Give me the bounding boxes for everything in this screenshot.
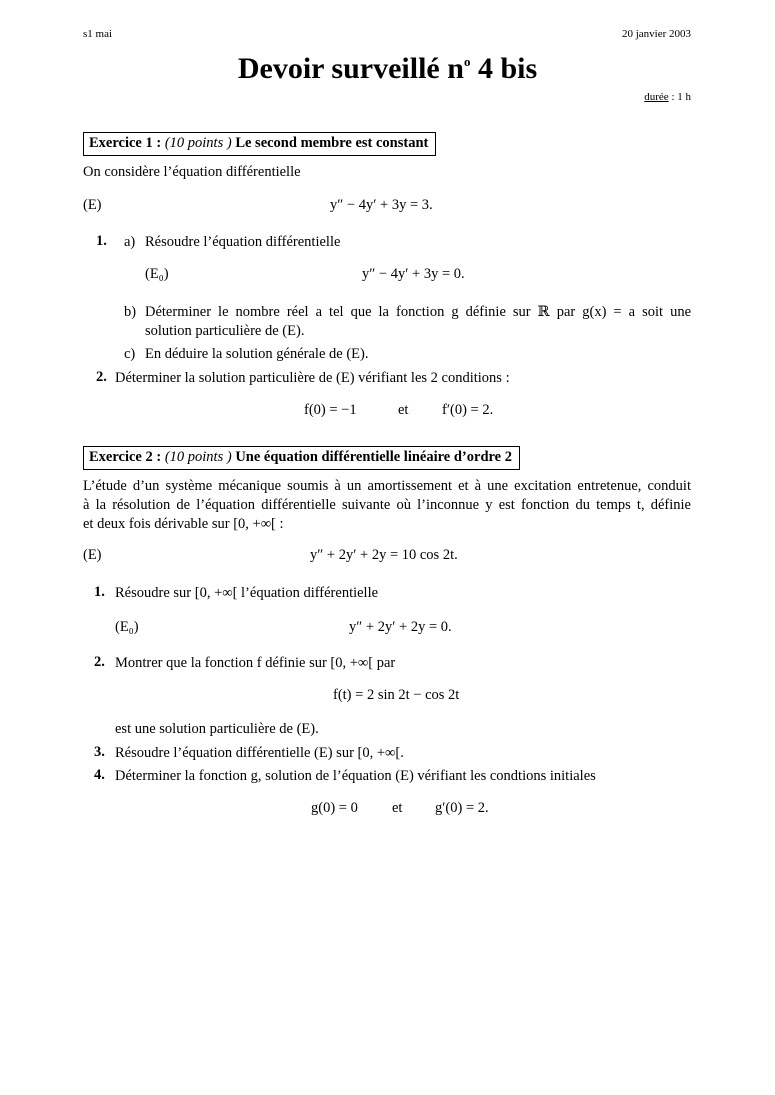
ex1-q1b-line2: solution particulière de (E).: [145, 323, 305, 339]
ex2-intro-line-2: à la résolution de l’équation différentielle suivante où l’inconnue y est fonction du temps t, définie: [83, 497, 691, 513]
ex1-box-points: (10 points ): [164, 135, 232, 151]
ex1-q1c-text: En déduire la solution générale de (E).: [145, 346, 369, 362]
ex2-eq-label: (E): [83, 547, 102, 563]
ex1-q2-et: et: [398, 402, 409, 418]
ex2-intro-line-3: et deux fois dérivable sur [0, +∞[ :: [83, 516, 284, 532]
ex2-box-title: Une équation différentielle linéaire d’ordre 2: [235, 449, 512, 465]
header-date: 20 janvier 2003: [621, 28, 691, 40]
ex2-box-points: (10 points ): [164, 449, 232, 465]
ex2-q4-condition-1: g(0) = 0: [311, 800, 358, 816]
ex2-q1-eq-label: (E₀): [115, 619, 139, 635]
duration-label: durée: [644, 91, 669, 103]
ex1-box-title: Le second membre est constant: [235, 135, 429, 151]
ex2-q2-number: 2.: [94, 654, 105, 670]
ex1-q2-condition-1: f(0) = −1: [304, 402, 357, 418]
title-main: Devoir surveillé n: [237, 52, 464, 85]
ex2-equation: y″ + 2y′ + 2y = 10 cos 2t.: [310, 547, 458, 563]
duration-value: : 1 h: [668, 91, 691, 103]
ex2-q1-equation: y″ + 2y′ + 2y = 0.: [349, 619, 452, 635]
ex2-intro-line-1: L’étude d’un système mécanique soumis à un amortissement et à une excitation entretenue, conduit: [83, 478, 691, 494]
ex2-q1-number: 1.: [94, 584, 105, 600]
ex1-intro: On considère l’équation différentielle: [83, 164, 301, 180]
ex1-q1-number: 1.: [96, 233, 107, 249]
ex2-q4-text: Déterminer la fonction g, solution de l’équation (E) vérifiant les condtions initiales: [115, 768, 596, 784]
ex2-q1-text: Résoudre sur [0, +∞[ l’équation différentielle: [115, 585, 379, 601]
ex2-q4-et: et: [392, 800, 403, 816]
ex2-q3-text: Résoudre l’équation différentielle (E) sur [0, +∞[.: [115, 745, 404, 761]
ex1-q1a-letter: a): [124, 234, 136, 250]
ex2-q2-equation: f(t) = 2 sin 2t − cos 2t: [333, 687, 460, 703]
duration: [644, 91, 691, 103]
ex2-title-box: [83, 446, 520, 470]
title-sup: o: [463, 54, 471, 69]
ex1-q1a-equation: y″ − 4y′ + 3y = 0.: [362, 266, 465, 282]
ex1-equation: y″ − 4y′ + 3y = 3.: [330, 197, 433, 213]
ex1-title-box: [83, 132, 436, 156]
ex2-q4-number: 4.: [94, 767, 105, 783]
ex1-q1c-letter: c): [124, 346, 136, 362]
ex1-q1a-text: Résoudre l’équation différentielle: [145, 234, 341, 250]
ex2-q3-number: 3.: [94, 744, 105, 760]
ex1-q1a-eq-label: (E₀): [145, 266, 169, 282]
ex1-box-label: Exercice 1 :: [89, 135, 162, 151]
title-end: 4 bis: [470, 52, 538, 85]
ex1-eq-label: (E): [83, 197, 102, 213]
ex1-q2-number: 2.: [96, 369, 107, 385]
ex1-q2-text: Déterminer la solution particulière de (E) vérifiant les 2 conditions :: [115, 370, 510, 386]
ex1-q1b-line1: Déterminer le nombre réel a tel que la fonction g définie sur ℝ par g(x) = a soit une: [145, 304, 691, 320]
ex2-q4-condition-2: g′(0) = 2.: [435, 800, 489, 816]
header-left: s1 mai: [83, 28, 113, 40]
ex2-box-label: Exercice 2 :: [89, 449, 162, 465]
page-title: [0, 52, 775, 86]
ex2-q2-after: est une solution particulière de (E).: [115, 721, 319, 737]
ex2-q2-text: Montrer que la fonction f définie sur [0, +∞[ par: [115, 655, 396, 671]
ex1-q2-condition-2: f′(0) = 2.: [442, 402, 494, 418]
ex1-q1b-letter: b): [124, 304, 137, 320]
